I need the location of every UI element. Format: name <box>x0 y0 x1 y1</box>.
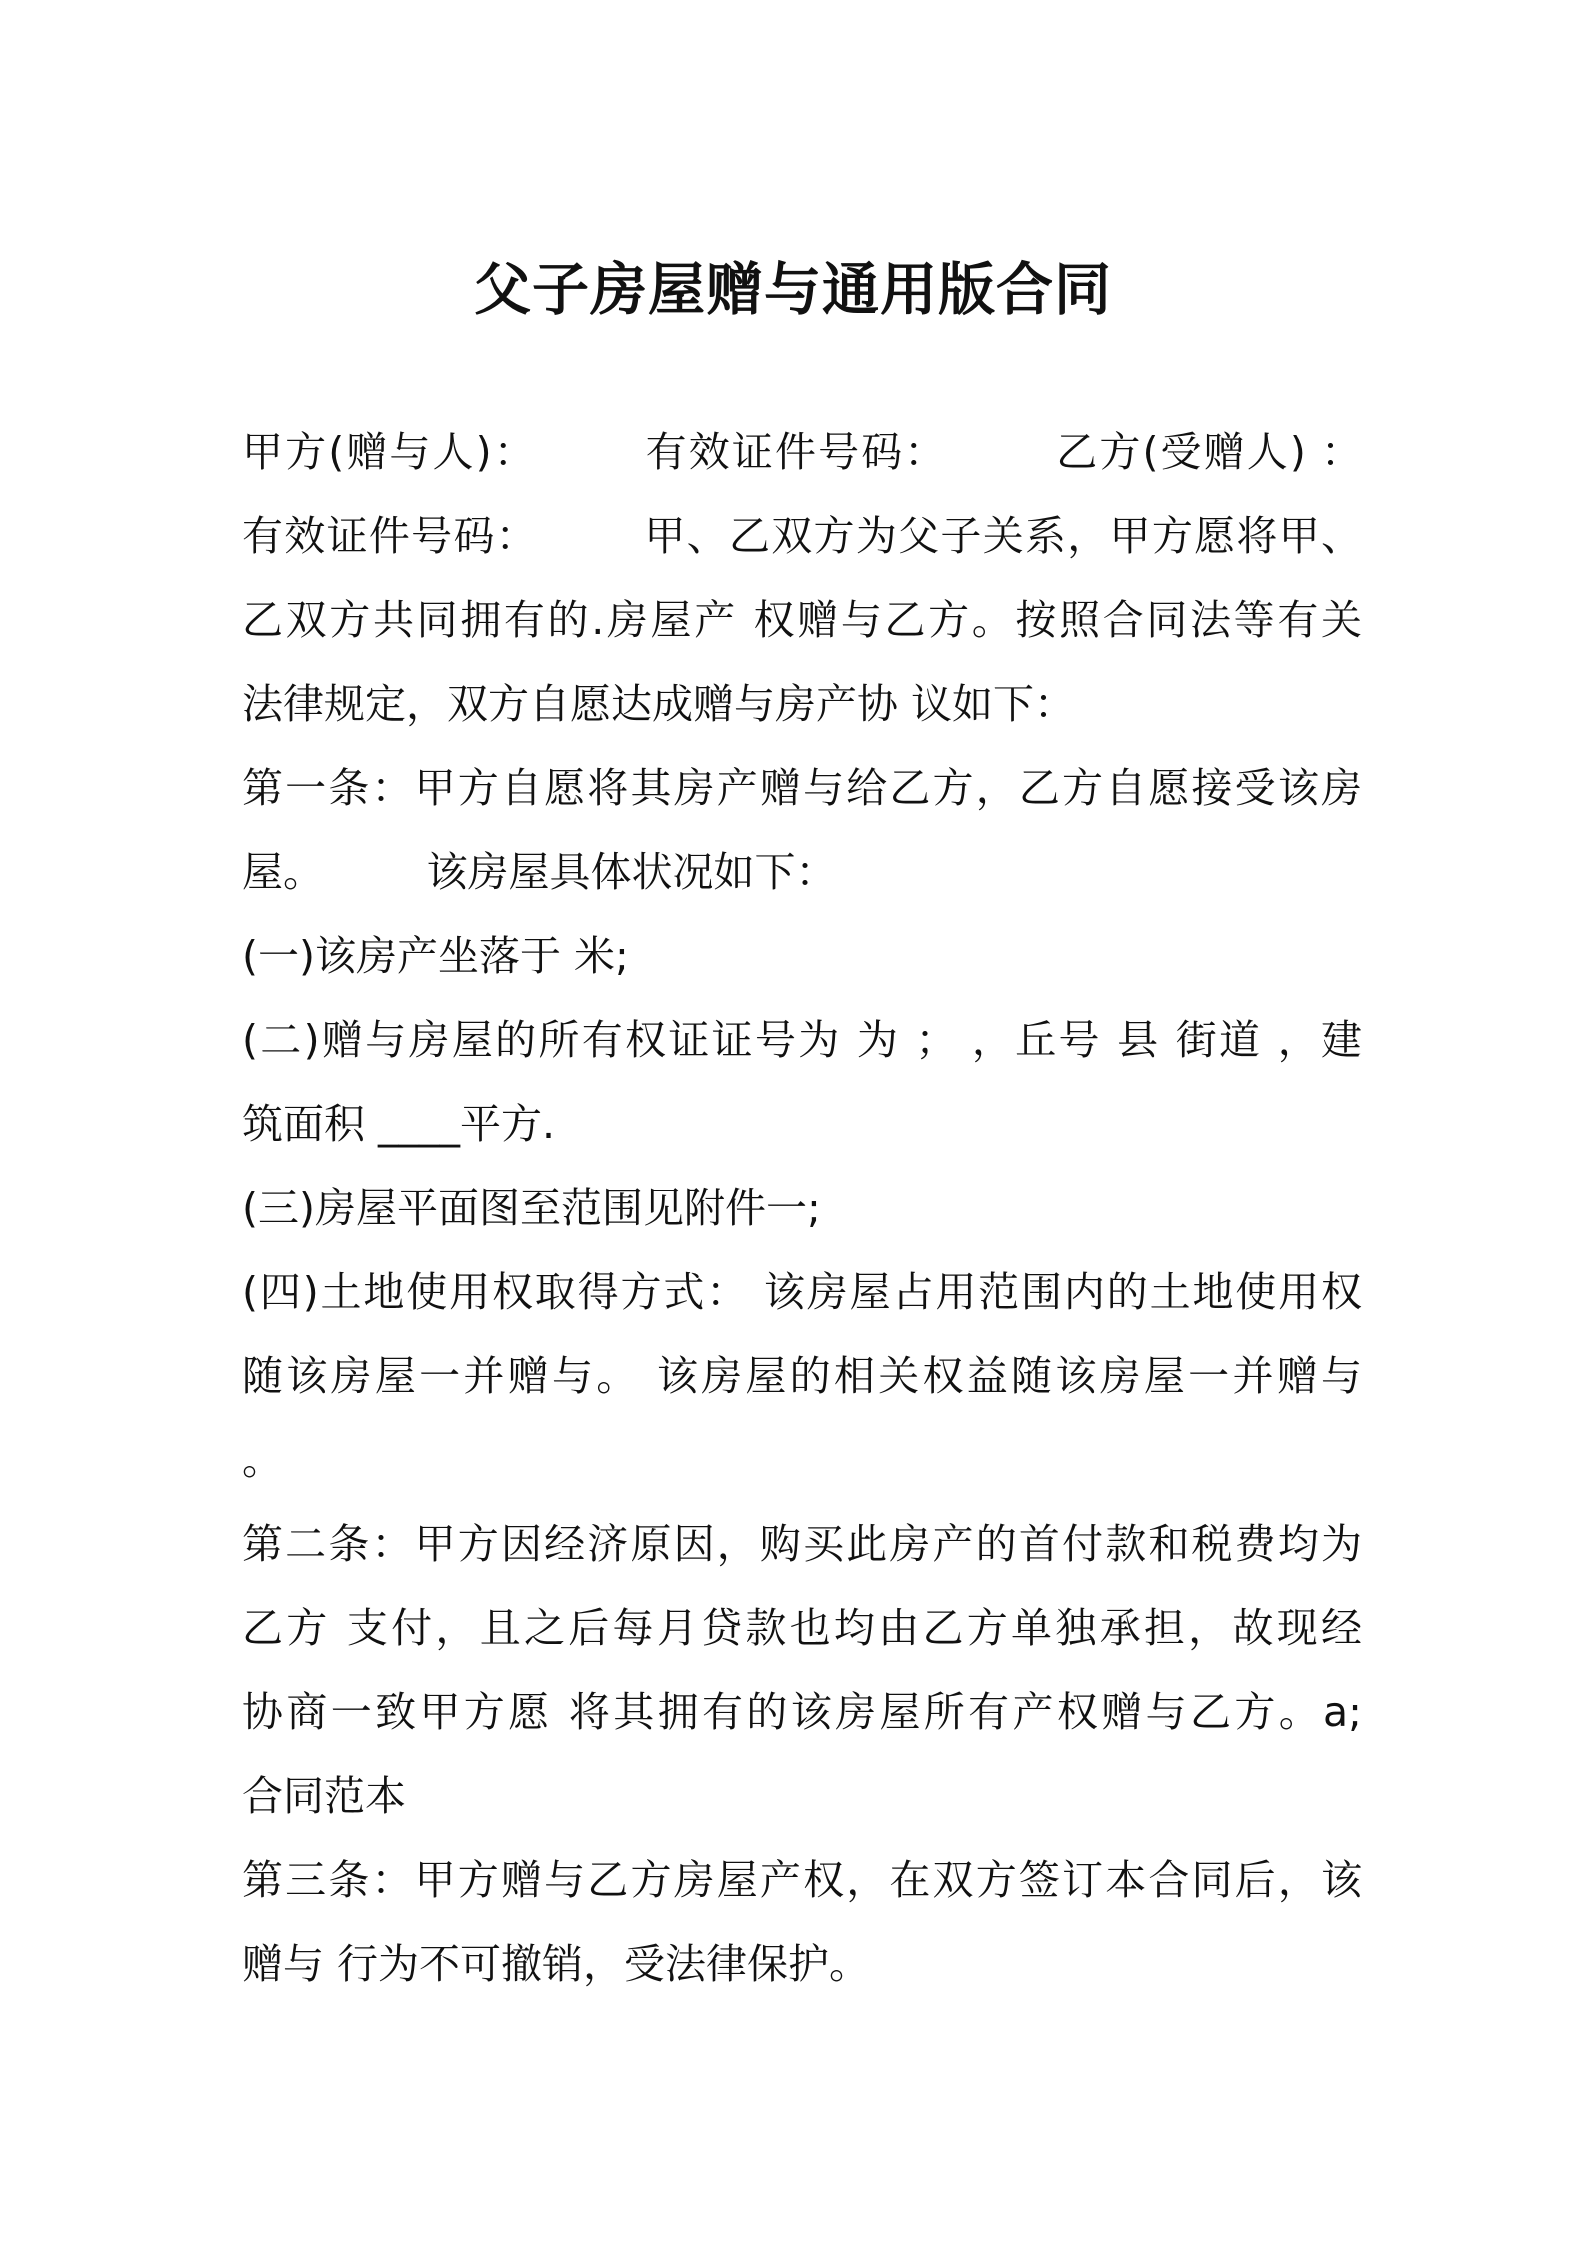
text-line: 合同范本 <box>242 1772 406 1820</box>
text-line: 筑面积 ____平方. <box>242 1100 556 1148</box>
text-line: 甲方(赠与人)： 有效证件号码： 乙方(受赠人) ： <box>242 428 1362 476</box>
text-line: 随该房屋一并赠与。 该房屋的相关权益随该房屋一并赠与 <box>242 1352 1362 1400</box>
text-line: (二)赠与房屋的所有权证证号为 为 ； ，丘号 县 街道 ，建 <box>242 1016 1362 1064</box>
text-line: 第一条：甲方自愿将其房产赠与给乙方，乙方自愿接受该房 <box>242 764 1362 812</box>
document-body <box>242 410 1362 2006</box>
text-line: 乙双方共同拥有的.房屋产 权赠与乙方。按照合同法等有关 <box>242 596 1362 644</box>
text-line: 第三条：甲方赠与乙方房屋产权，在双方签订本合同后，该 <box>242 1856 1362 1904</box>
text-line: 乙方 支付，且之后每月贷款也均由乙方单独承担，故现经 <box>242 1604 1362 1652</box>
text-line: 。 <box>242 1436 283 1484</box>
text-line: 屋。 该房屋具体状况如下： <box>242 848 837 896</box>
text-line: 协商一致甲方愿 将其拥有的该房屋所有产权赠与乙方。a; <box>242 1688 1362 1736</box>
text-line: (四)土地使用权取得方式： 该房屋占用范围内的土地使用权 <box>242 1268 1362 1316</box>
text-line: 赠与 行为不可撤销，受法律保护。 <box>242 1940 871 1988</box>
text-line: 第二条：甲方因经济原因，购买此房产的首付款和税费均为 <box>242 1520 1362 1568</box>
text-line: 有效证件号码： 甲、乙双方为父子关系，甲方愿将甲、 <box>242 512 1362 560</box>
text-line: (一)该房产坐落于 米; <box>242 932 629 980</box>
text-line: 法律规定，双方自愿达成赠与房产协 议如下： <box>242 680 1076 728</box>
document-title: 父子房屋赠与通用版合同 <box>474 257 1112 323</box>
text-line: (三)房屋平面图至范围见附件一; <box>242 1184 821 1232</box>
